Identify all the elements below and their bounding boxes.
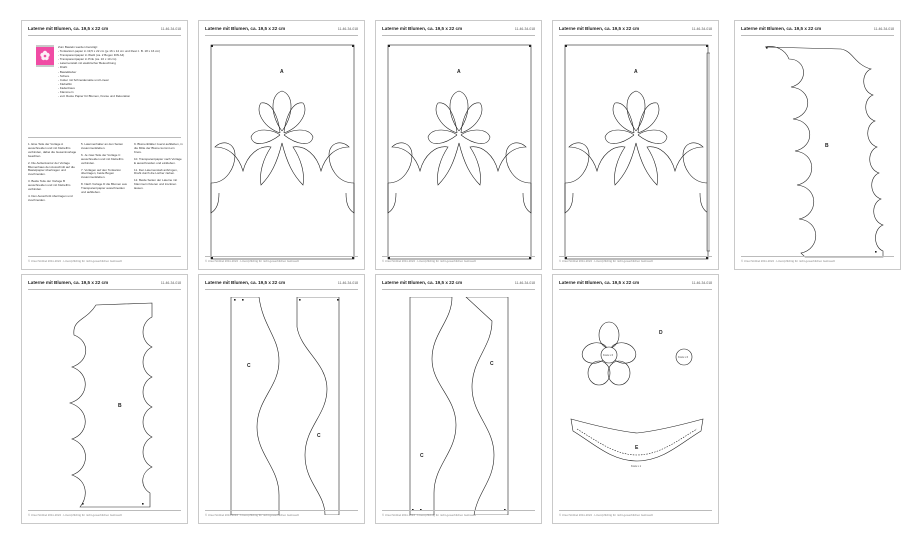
- page-code: 11-46-34-018: [514, 27, 535, 31]
- template-d-e: [563, 297, 710, 515]
- header-rule: [28, 289, 181, 290]
- materials-item: - Klammern: [58, 90, 74, 95]
- materials-item: - Transparentpapier in Weiß (ca. 2 Bogen DIN A4): [58, 53, 125, 58]
- page-footer: © Ursel Ströbel 2011-2024 · Lizenzpflichtig für nicht-gewerblichen Gebrauch: [741, 259, 836, 263]
- d-small-note: Kreis x 6: [678, 356, 689, 359]
- template-c-strip-left: [231, 297, 279, 515]
- header-rule: [28, 35, 181, 36]
- instruction-step: 1. Eine Teile der Vorlage A ausschneiden und mit Klebefilm verbinden, dabei die Gesamtvorlage beachten.: [28, 142, 77, 158]
- instruction-step: 8. Nach Vorlage D die Blumen aus Transparentpapier ausschneiden und aufkleben.: [81, 182, 127, 195]
- template-c-strip-right: [297, 297, 339, 515]
- template-label: C: [317, 433, 321, 439]
- materials-item: - evtl. Reste Papier für Blumen, Kreise und Dekoration: [58, 94, 131, 99]
- template-label: C: [490, 361, 494, 367]
- materials-item: - Cutter mit Schneidematte und Lineal: [58, 77, 109, 82]
- glue-tab: [707, 53, 710, 251]
- header-rule: [382, 35, 535, 36]
- page-title: Laterne mit Blumen, ca. 19,5 x 22 cm: [559, 280, 640, 285]
- template-c-pair: [209, 297, 356, 515]
- template-c-strip-left: [410, 297, 456, 515]
- footer-rule: [382, 256, 535, 257]
- page-footer: © Ursel Ströbel 2011-2024 · Lizenzpflichtig für nicht-gewerblichen Gebrauch: [205, 259, 300, 263]
- footer-rule: [28, 510, 181, 511]
- materials-heading: Zum Basteln werden benötigt:: [58, 45, 98, 49]
- materials-item: - Bastelkleber: [58, 69, 77, 74]
- instruction-step: 11. Den Laternenstab anbringen, Draht durch die Löcher ziehen.: [134, 167, 178, 176]
- template-b-top: [745, 43, 892, 261]
- page-3: [375, 20, 542, 270]
- instruction-step: 7. Vorlagen auf den Tonkarton übertragen, beide Bogen zusammenkleben.: [81, 167, 121, 180]
- template-a-glue-tab: [563, 43, 710, 261]
- template-label: C: [247, 363, 251, 369]
- template-b-outline: [765, 47, 883, 258]
- instruction-step: 6. Je zwei Teile der Vorlage C ausschneiden und mit Klebefilm verbinden.: [81, 152, 124, 165]
- page-footer: © Ursel Ströbel 2011-2024 · Lizenzpflichtig für nicht-gewerblichen Gebrauch: [559, 513, 654, 517]
- page-title: Laterne mit Blumen, ca. 19,5 x 22 cm: [382, 26, 463, 31]
- steps-column: [134, 143, 183, 194]
- footer-rule: [741, 256, 894, 257]
- footer-rule: [205, 256, 358, 257]
- header-rule: [741, 35, 894, 36]
- footer-rule: [559, 510, 712, 511]
- page-6: [21, 274, 188, 524]
- page-code: 11-46-34-018: [873, 27, 894, 31]
- steps-column: [81, 143, 130, 198]
- materials-item: - Draht: [58, 65, 68, 70]
- materials-list: [58, 45, 183, 98]
- template-label: C: [420, 453, 424, 459]
- page-title: Laterne mit Blumen, ca. 19,5 x 22 cm: [205, 26, 286, 31]
- page-title: Laterne mit Blumen, ca. 19,5 x 22 cm: [382, 280, 463, 285]
- footer-rule: [559, 256, 712, 257]
- page-7: [198, 274, 365, 524]
- instruction-step: 4. Den Ausschnitt übertragen und zuschneiden.: [28, 193, 73, 202]
- page-footer: © Ursel Ströbel 2011-2024 · Lizenzpflichtig für nicht-gewerblichen Gebrauch: [28, 513, 123, 517]
- materials-item: - Fadenhaus: [58, 85, 75, 90]
- page-2: [198, 20, 365, 270]
- header-rule: [205, 289, 358, 290]
- page-title: Laterne mit Blumen, ca. 19,5 x 22 cm: [28, 280, 109, 285]
- page-4: [552, 20, 719, 270]
- template-a: [386, 43, 533, 261]
- template-b-bottom: [32, 297, 179, 515]
- materials-item: - Klebefilm: [58, 81, 73, 86]
- header-rule: [559, 289, 712, 290]
- header-rule: [559, 35, 712, 36]
- page-code: 11-46-34-018: [337, 27, 358, 31]
- page-9: [552, 274, 719, 524]
- page-title: Laterne mit Blumen, ca. 19,5 x 22 cm: [28, 26, 109, 31]
- template-label: B: [825, 143, 829, 149]
- page-code: 11-46-34-018: [160, 281, 181, 285]
- page-8: [375, 274, 542, 524]
- page-footer: © Ursel Ströbel 2011-2024 · Lizenzpflichtig für nicht-gewerblichen Gebrauch: [205, 513, 300, 517]
- template-label: E: [635, 445, 639, 451]
- instruction-step: 5. Laternenhalter an den Seiten zusammenkleben.: [81, 142, 124, 150]
- page-title: Laterne mit Blumen, ca. 19,5 x 22 cm: [559, 26, 640, 31]
- instruction-step: 12. Beide Seiten der Laterne mit Klammern fixieren und trocknen lassen.: [134, 178, 178, 191]
- header-rule: [205, 35, 358, 36]
- materials-item: - Transparentpapier in Pink (ca. 10 x 10 cm): [58, 57, 117, 62]
- materials-item: - Schere: [58, 73, 70, 78]
- page-code: 11-46-34-018: [691, 27, 712, 31]
- page-footer: © Ursel Ströbel 2011-2024 · Lizenzpflichtig für nicht-gewerblichen Gebrauch: [28, 259, 123, 263]
- template-c-strip-right: [466, 297, 508, 515]
- template-b-outline: [70, 303, 152, 507]
- template-c-pair: [386, 297, 533, 515]
- footer-rule: [205, 510, 358, 511]
- lantern-preview-image: [36, 45, 54, 67]
- instruction-step: 10. Transparentpapier nach Vorlage E ausschneiden und einkleben.: [134, 156, 182, 165]
- e-note: Kreis x 1: [631, 465, 642, 468]
- page-footer: © Ursel Ströbel 2011-2024 · Lizenzpflichtig für nicht-gewerblichen Gebrauch: [382, 513, 477, 517]
- steps-column: [28, 143, 77, 206]
- page-title: Laterne mit Blumen, ca. 19,5 x 22 cm: [741, 26, 822, 31]
- footer-rule: [28, 256, 181, 257]
- d-center-note: Kreis x 6: [603, 354, 614, 357]
- page-5: [734, 20, 901, 270]
- page-1: [21, 20, 188, 270]
- instruction-step: 2. Die Außenkontur der Vorlage Blumenhaus den Ausschnitt auf die Bastelpapier übertragen und zuschneiden.: [28, 160, 75, 177]
- page-title: Laterne mit Blumen, ca. 19,5 x 22 cm: [205, 280, 286, 285]
- page-footer: © Ursel Ströbel 2011-2024 · Lizenzpflichtig für nicht-gewerblichen Gebrauch: [559, 259, 654, 263]
- materials-item: - Tonkarton/-papier in 19,5 x 22 cm (je 16 x 12 cm und Rest z. B. 18 x 16 cm): [58, 49, 161, 54]
- page-code: 11-46-34-018: [160, 27, 181, 31]
- section-rule: [28, 137, 181, 138]
- template-label: D: [659, 330, 663, 336]
- instruction-step: 9. Blumenblätter zuerst aufkleben, in die Mitte der Blume kommt ein Kreis.: [134, 142, 183, 154]
- template-a: [209, 43, 356, 261]
- header-rule: [382, 289, 535, 290]
- page-code: 11-46-34-018: [337, 281, 358, 285]
- instruction-step: 3. Beide Teile der Vorlage B ausschneiden und mit Klebefilm verbinden.: [28, 179, 71, 192]
- footer-rule: [382, 510, 535, 511]
- page-code: 11-46-34-018: [691, 281, 712, 285]
- page-footer: © Ursel Ströbel 2011-2024 · Lizenzpflichtig für nicht-gewerblichen Gebrauch: [382, 259, 477, 263]
- materials-item: - Laternenstab mit elektrischer Beleuchtung: [58, 61, 116, 66]
- page-code: 11-46-34-018: [514, 281, 535, 285]
- template-label: B: [118, 403, 122, 409]
